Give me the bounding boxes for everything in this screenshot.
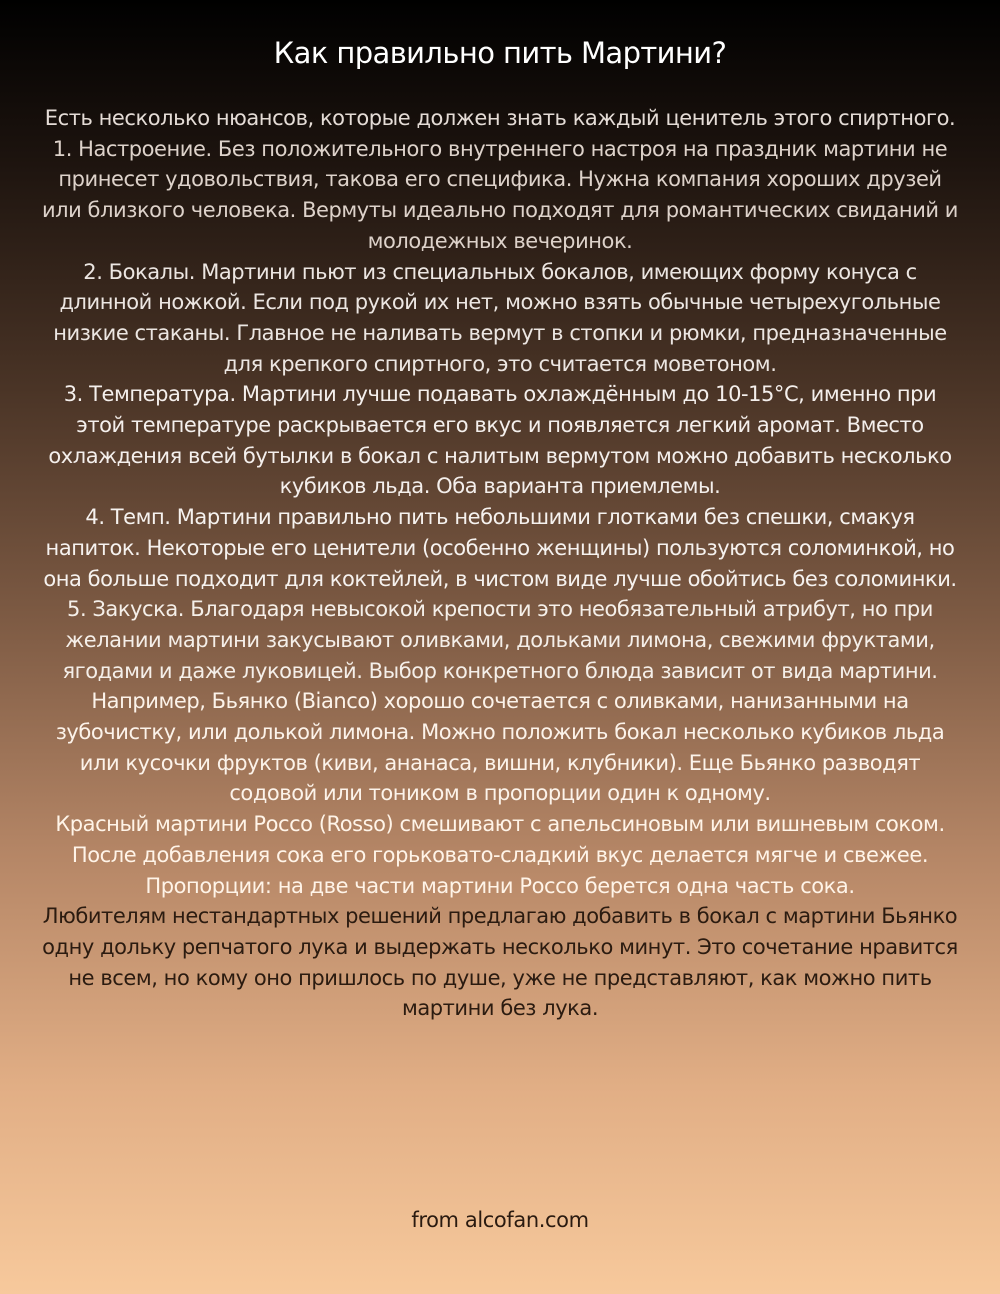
paragraph-glasses: 2. Бокалы. Мартини пьют из специальных бокалов, имеющих форму конуса с длинной ножкой. Если под рукой их нет, можно взять обычные четырехугольные низкие стаканы. Главное не наливать вермут в стопки и рюмки, предназначенные для крепкого спиртного, это считается моветоном. <box>53 259 947 376</box>
paragraph-bianco: Например, Бьянко (Bianco) хорошо сочетается с оливками, нанизанными на зубочистку, или долькой лимона. Можно положить бокал несколько кубиков льда или кусочки фруктов (киви, ананаса, вишни, клубники). Еще Бьянко разводят содовой или тоником в пропорции один к одному. <box>55 689 945 806</box>
paragraph-mood: 1. Настроение. Без положительного внутреннего настроя на праздник мартини не принесет удовольствия, такова его специфика. Нужна компания хороших друзей или близкого человека. Вермуты идеально подходят для романтических свиданий и молодежных вечеринок. <box>41 136 959 253</box>
article-body <box>40 103 960 1024</box>
paragraph-pace: 4. Темп. Мартини правильно пить небольшими глотками без спешки, смакуя напиток. Некоторые его ценители (особенно женщины) пользуются соломинкой, но она больше подходит для коктейлей, в чистом виде лучше обойтись без соломинки. <box>43 505 957 591</box>
paragraph-onion: Любителям нестандартных решений предлагаю добавить в бокал с мартини Бьянко одну дольку репчатого лука и выдержать несколько минут. Это сочетание нравится не всем, но кому оно пришлось по душе, уже не представляют, как можно пить мартини без лука. <box>42 904 958 1021</box>
paragraph-intro: Есть несколько нюансов, которые должен знать каждый ценитель этого спиртного. <box>44 106 956 130</box>
source-credit: from alcofan.com <box>411 1208 589 1232</box>
page-title: Как правильно пить Мартини? <box>273 36 727 70</box>
paragraph-rosso: Красный мартини Россо (Rosso) смешивают с апельсиновым или вишневым соком. После добавления сока его горьковато-сладкий вкус делается мягче и свежее. Пропорции: на две части мартини Россо берется одна часть сока. <box>55 812 945 898</box>
paragraph-temperature: 3. Температура. Мартини лучше подавать охлаждённым до 10-15°С, именно при этой температуре раскрывается его вкус и появляется легкий аромат. Вместо охлаждения всей бутылки в бокал с налитым вермутом можно добавить несколько кубиков льда. Оба варианта приемлемы. <box>48 382 952 499</box>
paragraph-snacks: 5. Закуска. Благодаря невысокой крепости это необязательный атрибут, но при желании мартини закусывают оливками, дольками лимона, свежими фруктами, ягодами и даже луковицей. Выбор конкретного блюда зависит от вида мартини. <box>62 597 938 683</box>
